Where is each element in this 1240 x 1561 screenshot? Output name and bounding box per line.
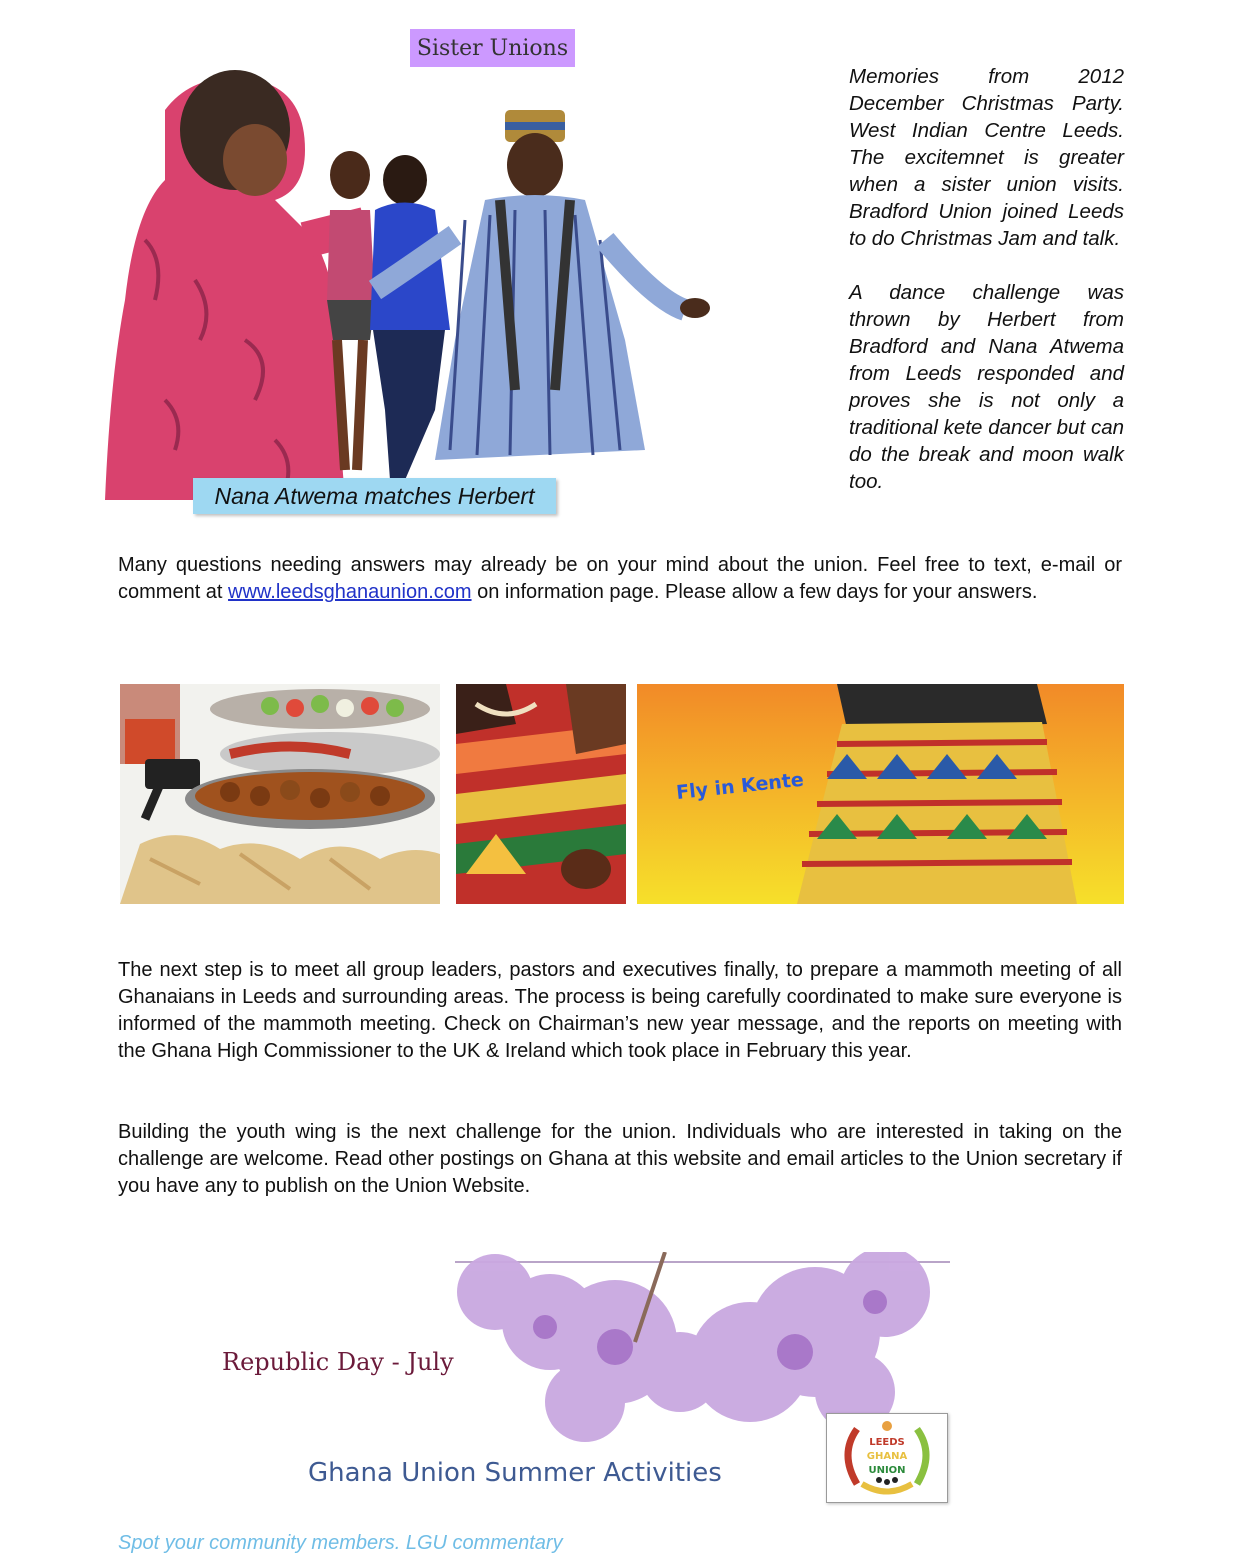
summer-activities-title: Ghana Union Summer Activities: [308, 1458, 722, 1488]
republic-day-label: Republic Day - July: [222, 1348, 454, 1376]
fly-in-kente-text: Fly in Kente: [675, 768, 805, 804]
footer-note: Spot your community members. LGU commentary: [118, 1532, 563, 1554]
food-photo: [120, 684, 440, 904]
next-step-paragraph: The next step is to meet all group leaders, pastors and executives finally, to prepare a mammoth meeting of all Ghanaians in Leeds and surrounding areas. The process is being carefully coordinated to make sure everyone is informed of the mammoth meeting. Check on Chairman’s new year message, and the reports on meeting with the Ghana High Commissioner to the UK & Ireland which took place in February this year.: [118, 959, 1122, 1062]
youth-wing-paragraph: Building the youth wing is the next challenge for the union. Individuals who are interested in taking on the challenge are welcome. Read other postings on Ghana at this website and email articles to the Union secretary if you have any to publish on the Union Website.: [118, 1121, 1122, 1197]
logo-line-ghana: GHANA: [866, 1451, 908, 1462]
leeds-ghana-union-logo: [826, 1413, 948, 1503]
website-link[interactable]: www.leedsghanaunion.com: [228, 581, 472, 603]
memories-paragraph: Memories from 2012 December Christmas Party. West Indian Centre Leeds. The excitemnet is greater when a sister union visits. Bradford Union joined Leeds to do Christmas Jam and talk.: [849, 65, 1124, 250]
kente-dress-photo: [456, 684, 626, 904]
questions-text-end: on information page. Please allow a few days for your answers.: [471, 581, 1038, 603]
dance-challenge-paragraph: A dance challenge was thrown by Herbert from Bradford and Nana Atwema from Leeds responded and proves she is not only a traditional kete dancer but can do the break and moon walk too.: [849, 281, 1124, 493]
logo-line-union: UNION: [868, 1465, 906, 1476]
questions-text: Many questions needing answers may already be on your mind about the union. Feel free to text, e-mail or comment at: [118, 554, 1122, 603]
sister-unions-label: Sister Unions: [410, 29, 575, 67]
fly-in-kente-photo: [637, 684, 1124, 904]
logo-line-leeds: LEEDS: [869, 1437, 905, 1448]
questions-paragraph: [118, 552, 1122, 606]
photo-caption: Nana Atwema matches Herbert: [193, 478, 556, 514]
party-photo: [105, 40, 720, 510]
memories-column: [849, 63, 1124, 522]
